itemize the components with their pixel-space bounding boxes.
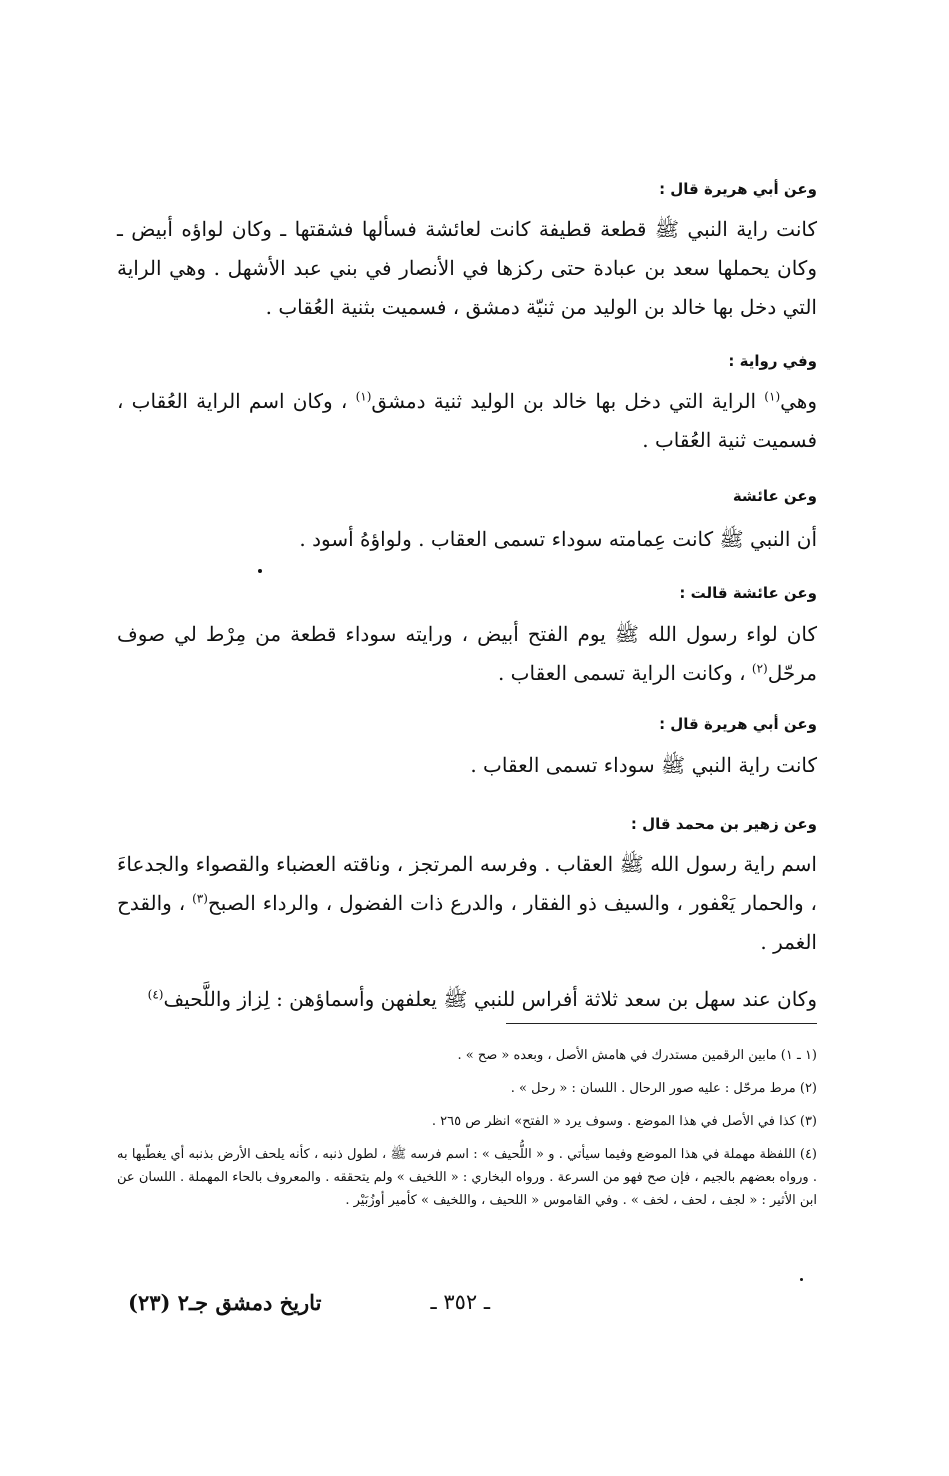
footnote-ref: (٢) — [751, 661, 768, 676]
section-header: وعن عائشة — [732, 487, 817, 505]
book-title: تاريخ دمشق جـ٢ (٢٣) — [128, 1290, 322, 1315]
print-speck — [258, 569, 262, 573]
page-footer — [120, 1290, 820, 1320]
paragraph: وكان عند سهل بن سعد ثلاثة أفراس للنبي ﷺ يعلفهن وأسماؤهن : لِزاز واللَّحيف$^{(٤)}$ — [147, 987, 817, 1011]
paragraph: كانت راية النبي ﷺ قطعة قطيفة كانت لعائشة فسألها فشقتها ـ وكان لواؤه أبيض ـ وكان يحملها سعد بن عبادة حتى ركزها في الأنصار في بني عبد الأشهل . وهي الراية التي دخل بها خالد بن الوليد من ثنيّة دمشق ، فسميت بثنية العُقاب . — [117, 217, 817, 319]
section-header: وعن أبي هريرة قال : — [659, 715, 817, 733]
paragraph: اسم راية رسول الله ﷺ العقاب . وفرسه المرتجز ، وناقته العضباء والقصواء والجدعاءَ ، والحمار يَعْفور ، والسيف ذو الفقار ، والدرع ذات الفضول ، والرداء الصبح$^{(٣)}$ ، والقدح الغمر . — [117, 852, 817, 954]
paragraph: أن النبي ﷺ كانت عِمامته سوداء تسمى العقاب . ولواؤهُ أسود . — [299, 527, 817, 551]
paragraph: كان لواء رسول الله ﷺ يوم الفتح أبيض ، ورايته سوداء قطعة من مِرْط لي صوف مرحّل$^{(٢)}$ ، وكانت الراية تسمى العقاب . — [117, 622, 817, 685]
section-header: وعن أبي هريرة قال : — [659, 180, 817, 198]
print-speck — [800, 1278, 803, 1281]
footnote-separator — [506, 1023, 817, 1024]
footnote: (٣) كذا في الأصل في هذا الموضع . وسوف يرد « الفتح» انظر ص ٢٦٥ . — [431, 1114, 817, 1129]
section-header: وعن زهير بن محمد قال : — [630, 815, 817, 833]
page-number: ـ ٣٥٢ ـ — [430, 1290, 490, 1314]
footnotes — [117, 1044, 817, 1222]
section-header: وعن عائشة قالت : — [679, 584, 817, 602]
footnote: (٢) مرط مرحّل : عليه صور الرحال . اللسان : « رحل » . — [510, 1081, 817, 1096]
footnote-ref: (١) — [355, 389, 372, 404]
paragraph: كانت راية النبي ﷺ سوداء تسمى العقاب . — [470, 753, 817, 777]
footnote-ref: (٤) — [147, 987, 164, 1002]
footnote: (٤) اللفظة مهملة في هذا الموضع وفيما سيأتي . و « اللُّحيف » : اسم فرسه ﷺ ، لطول ذنبه ، كأنه يلحف الأرض بذنبه أي يغطّيها به . ورواه بعضهم بالجيم ، فإن صح فهو من السرعة . ورواه البخاري : « اللخيف » ولم يتحققه . والمعروف بالحاء المهملة . اللسان عن ابن الأثير : « لجف ، لحف ، لخف » . وفي القاموس « اللحيف ، واللخيف » كأمير أوزُبَيْر . — [117, 1147, 817, 1208]
footnote-ref: (٣) — [192, 891, 208, 906]
section-header: وفي رواية : — [728, 352, 817, 370]
paragraph: وهي$^{(١)}$ الراية التي دخل بها خالد بن الوليد ثنية دمشق$^{(١)}$ ، وكان اسم الراية العُقاب ، فسميت ثنية العُقاب . — [117, 389, 817, 452]
footnote-ref: (١) — [764, 389, 781, 404]
footnote: (١ ـ ١) مابين الرقمين مستدرك في هامش الأصل ، وبعده « صح » . — [457, 1048, 817, 1063]
